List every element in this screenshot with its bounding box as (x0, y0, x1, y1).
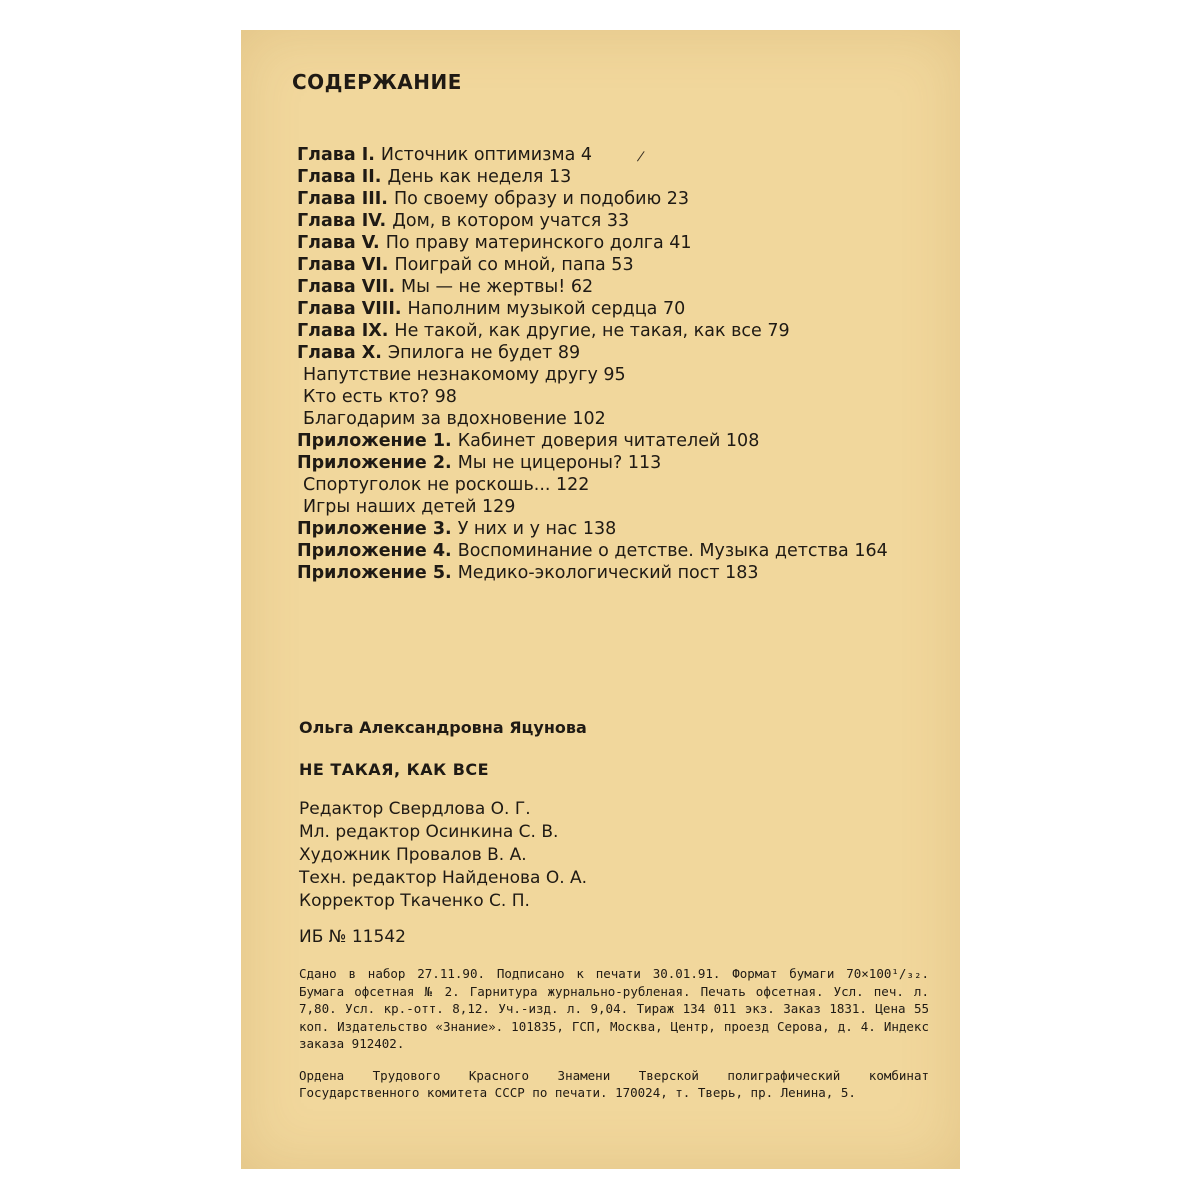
imprint-block (299, 716, 929, 1102)
toc-entry-prefix: Глава I. (297, 145, 375, 165)
toc-entry (297, 430, 888, 452)
author-name: Ольга Александровна Яцунова (299, 718, 587, 737)
toc-entry (297, 452, 888, 474)
toc-entry-text: Источник оптимизма 4 (380, 145, 593, 165)
book-title: НЕ ТАКАЯ, КАК ВСЕ (299, 760, 490, 779)
toc-entry-text: Игры наших детей 129 (303, 497, 516, 517)
print-specs: Сдано в набор 27.11.90. Подписано к печати 30.01.91. Формат бумаги 70×100¹/₃₂. Бумага офсетная № 2. Гарнитура журнально-рубленая. Печать офсетная. Усл. печ. л. 7,80. Усл. кр.-отт. 8,12. Уч.-изд. л. 9,04. Тираж 134 011 экз. Заказ 1831. Цена 55 коп. Издательство «Знание». 101835, ГСП, Москва, Центр, проезд Серова, д. 4. Индекс заказа 912402. (299, 966, 929, 1051)
toc-entry (297, 320, 888, 342)
toc-entry-prefix: Приложение 3. (297, 519, 452, 539)
toc-entry (297, 364, 888, 386)
toc-entry-text: Мы не цицероны? 113 (457, 453, 662, 473)
toc-entry (297, 188, 888, 210)
toc-entry-prefix: Глава VII. (297, 277, 395, 297)
toc-entry-prefix: Глава III. (297, 189, 388, 209)
printer-info: Ордена Трудового Красного Знамени Тверской полиграфический комбинат Государственного комитета СССР по печати. 170024, т. Тверь, пр. Ленина, 5. (299, 1067, 929, 1100)
toc-entry (297, 518, 888, 540)
toc-entry (297, 232, 888, 254)
credit-line: Художник Провалов В. А. (299, 845, 527, 865)
credits-list (299, 798, 929, 913)
toc-entry (297, 254, 888, 276)
toc-entry (297, 540, 888, 562)
toc-entry-text: Наполним музыкой сердца 70 (407, 299, 686, 319)
book-page (241, 30, 960, 1169)
toc-entry-text: Эпилога не будет 89 (387, 343, 581, 363)
toc-entry (297, 166, 888, 188)
toc-entry (297, 562, 888, 584)
toc-entry-text: Воспоминание о детстве. Музыка детства 164 (457, 541, 888, 561)
toc-entry-prefix: Глава IV. (297, 211, 387, 231)
toc-entry-text: По своему образу и подобию 23 (393, 189, 690, 209)
toc-entry (297, 474, 888, 496)
toc-entry (297, 276, 888, 298)
credit-line: Корректор Ткаченко С. П. (299, 891, 530, 911)
toc-entry (297, 144, 888, 166)
toc-entry (297, 496, 888, 518)
toc-entry-prefix: Приложение 5. (297, 563, 452, 583)
toc-entry (297, 342, 888, 364)
toc-entry-prefix: Приложение 1. (297, 431, 452, 451)
ib-number: ИБ № 11542 (299, 927, 406, 947)
credit-line: Редактор Свердлова О. Г. (299, 799, 531, 819)
toc-entry-prefix: Приложение 2. (297, 453, 452, 473)
page-title: СОДЕРЖАНИЕ (292, 70, 462, 94)
toc-entry-text: Спортуголок не роскошь... 122 (303, 475, 590, 495)
toc-entry-text: У них и у нас 138 (457, 519, 617, 539)
toc-entry-text: Медико-экологический пост 183 (457, 563, 759, 583)
credit-line: Техн. редактор Найденова О. А. (299, 868, 588, 888)
toc-entry-prefix: Глава IX. (297, 321, 389, 341)
toc-entry-text: Благодарим за вдохновение 102 (303, 409, 606, 429)
toc-entry-text: Мы — не жертвы! 62 (400, 277, 594, 297)
toc-entry (297, 210, 888, 232)
toc-entry (297, 298, 888, 320)
toc-entry-text: Кто есть кто? 98 (303, 387, 457, 407)
toc-entry-prefix: Глава V. (297, 233, 380, 253)
toc-entry-prefix: Приложение 4. (297, 541, 452, 561)
toc-entry (297, 386, 888, 408)
toc-entry-prefix: Глава II. (297, 167, 382, 187)
toc-entry-text: Не такой, как другие, не такая, как все 79 (394, 321, 790, 341)
table-of-contents (297, 144, 888, 584)
toc-entry-prefix: Глава X. (297, 343, 382, 363)
toc-entry-prefix: Глава VIII. (297, 299, 402, 319)
toc-entry-text: Кабинет доверия читателей 108 (457, 431, 760, 451)
toc-entry-text: День как неделя 13 (387, 167, 572, 187)
toc-entry-prefix: Глава VI. (297, 255, 389, 275)
toc-entry-text: Дом, в котором учатся 33 (392, 211, 630, 231)
toc-entry-text: По праву материнского долга 41 (385, 233, 692, 253)
toc-entry (297, 408, 888, 430)
credit-line: Мл. редактор Осинкина С. В. (299, 822, 559, 842)
toc-entry-text: Поиграй со мной, папа 53 (394, 255, 634, 275)
toc-entry-text: Напутствие незнакомому другу 95 (303, 365, 626, 385)
